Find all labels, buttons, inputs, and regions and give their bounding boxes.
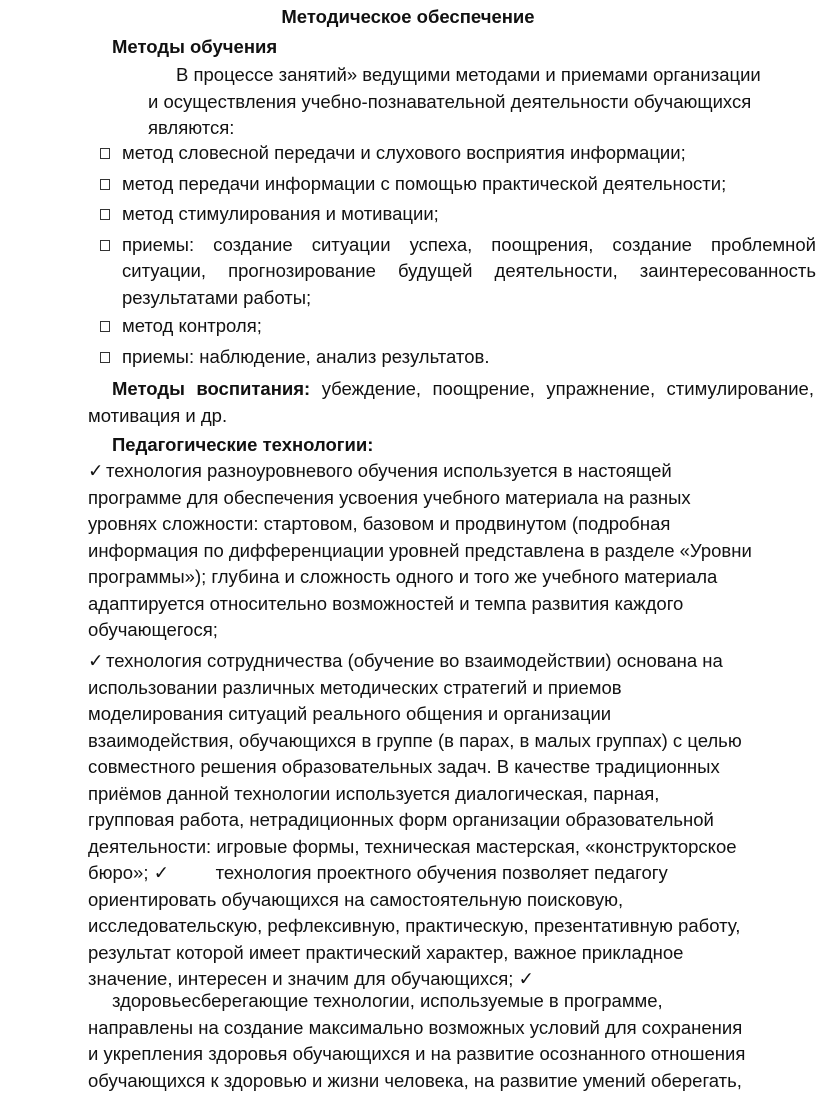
list-item: метод стимулирования и мотивации; bbox=[100, 201, 816, 228]
intro-line: являются: bbox=[148, 117, 235, 138]
check-mark-icon: ✓ bbox=[88, 460, 104, 481]
checkbox-bullet-icon bbox=[100, 148, 110, 159]
list-item: приемы: наблюдение, анализ результатов. bbox=[100, 344, 816, 371]
list-item: метод передачи информации с помощью практической деятельности; bbox=[100, 171, 816, 198]
checkbox-bullet-icon bbox=[100, 240, 110, 251]
check-mark-icon: ✓ bbox=[153, 862, 170, 883]
technology-paragraph-cooperation: ✓ технология сотрудничества (обучение во взаимодействии) основана на использовании различных методических стратегий и приемов моделирования ситуаций реального общения и организации взаимодействия, обучающихся в группе (в парах, в малых группах) с целью совместного решения образовательных задач. В качестве традиционных приёмов данной технологии используется диалогическая, парная, групповая работа, нетрадиционных форм организации образовательной деятельности: игровые формы, техническая мастерская, «конструкторское бюро»; ✓ технология проектного обучения позволяет педагогу ориентировать обучающихся на самостоятельную поисковую, исследовательскую, рефлексивную, практическую, презентативную работу, результат которой имеет практический характер, важное прикладное значение, интересен и значим для обучающихся; ✓ bbox=[88, 648, 816, 993]
section-heading-ped-tech: Педагогические технологии: bbox=[112, 434, 374, 455]
upbringing-heading: Методы воспитания: bbox=[112, 378, 311, 399]
check-mark-icon: ✓ bbox=[518, 968, 535, 989]
checkbox-bullet-icon bbox=[100, 321, 110, 332]
intro-line: и осуществления учебно-познавательной деятельности обучающихся bbox=[148, 90, 752, 112]
upbringing-text: убеждение, поощрение, упражнение, стимулирование, мотивация и др. bbox=[88, 378, 814, 426]
list-item: приемы: создание ситуации успеха, поощрения, создание проблемной ситуации, прогнозирование будущей деятельности, заинтересованность результатами работы; bbox=[100, 232, 816, 312]
checkbox-bullet-icon bbox=[100, 179, 110, 190]
intro-paragraph bbox=[148, 62, 816, 142]
check-mark-icon: ✓ bbox=[88, 650, 104, 671]
list-item: метод словесной передачи и слухового восприятия информации; bbox=[100, 140, 816, 167]
methods-list bbox=[100, 140, 816, 374]
upbringing-methods-paragraph bbox=[88, 376, 814, 429]
list-item: метод контроля; bbox=[100, 313, 816, 340]
checkbox-bullet-icon bbox=[100, 209, 110, 220]
section-heading-teaching-methods: Методы обучения bbox=[112, 36, 278, 57]
intro-line: В процессе занятий» ведущими методами и приемами организации bbox=[176, 64, 761, 85]
technology-paragraph-health: здоровьесберегающие технологии, используемые в программе, направлены на создание максимально возможных условий для сохранения и укрепления здоровья обучающихся и на развитие осознанного отношения обучающихся к здоровью и жизни человека, на развитие умений оберегать, bbox=[88, 990, 746, 1091]
page-title: Методическое обеспечение bbox=[281, 6, 535, 27]
technology-paragraph-differentiated: ✓ технология разноуровневого обучения используется в настоящей программе для обеспечения усвоения учебного материала на разных уровнях сложности: стартовом, базовом и продвинутом (подробная информация по дифференциации уровней представлена в разделе «Уровни программы»); глубина и сложность одного и того же учебного материала адаптируется относительно возможностей и темпа развития каждого обучающегося; bbox=[88, 460, 752, 640]
checkbox-bullet-icon bbox=[100, 352, 110, 363]
